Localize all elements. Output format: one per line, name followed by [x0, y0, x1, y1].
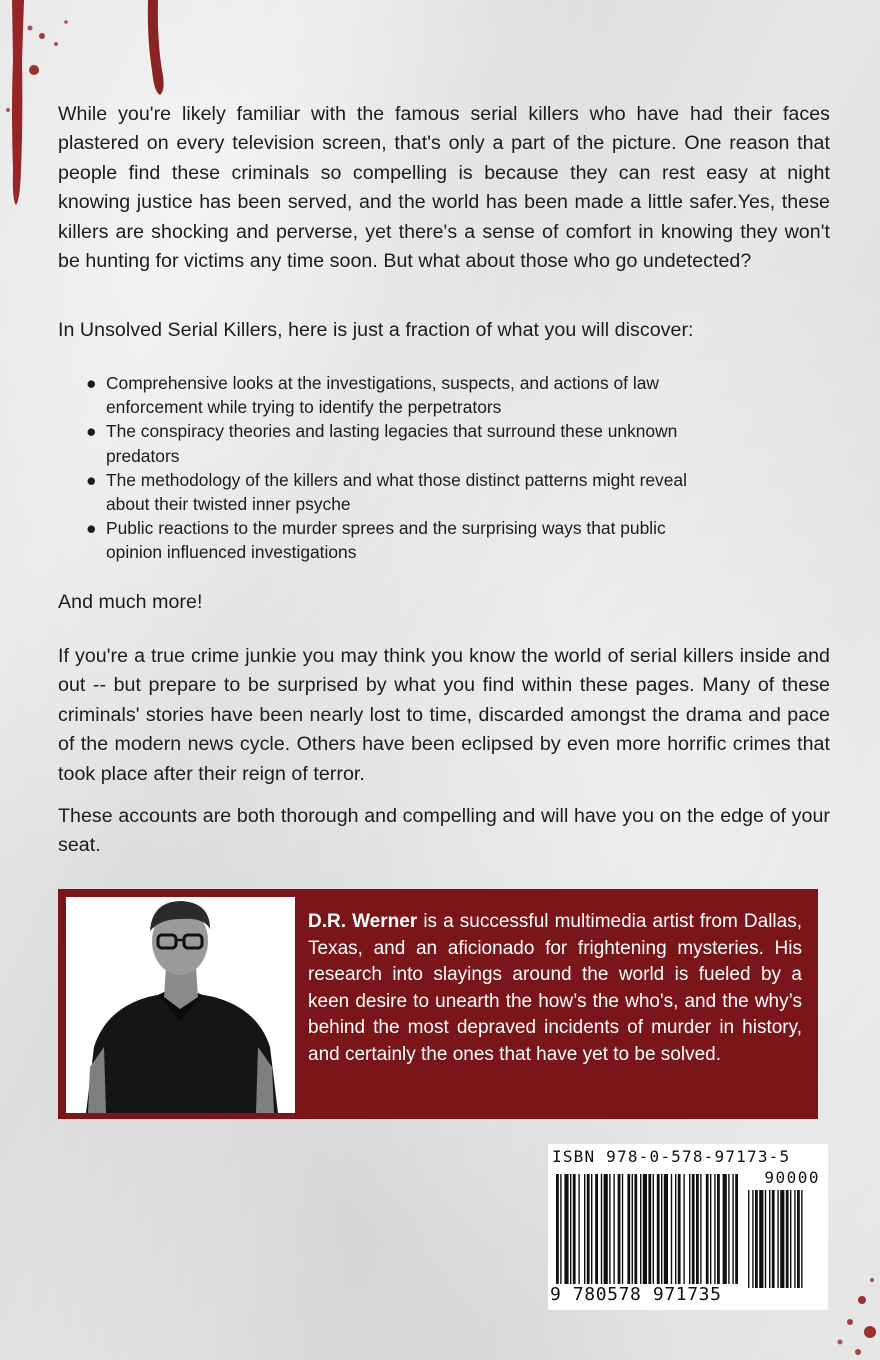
author-name: D.R. Werner	[308, 911, 418, 932]
barcode-bars-icon	[552, 1174, 824, 1288]
description-paragraph: While you're likely familiar with the famous serial killers who have had their faces plastered on every television screen, that's only a part of the picture. One reason that people find these criminals so compelling is because they can rest easy at night knowing justice has been served, and the world has been made a little safer.Yes, these killers are shocking and perverse, yet there's a sense of comfort in knowing they won't be hunting for victims any time soon. But what about those who go undetected?	[58, 103, 830, 273]
price-code: 90000	[764, 1168, 820, 1187]
barcode-bar	[595, 1174, 598, 1288]
author-bio-text	[308, 909, 802, 1068]
barcode-bar	[706, 1174, 709, 1288]
barcode-bar	[578, 1174, 579, 1288]
author-portrait-icon	[66, 897, 295, 1113]
bullet-icon: ●	[86, 518, 97, 539]
barcode-addon-bar	[797, 1190, 800, 1288]
barcode-bar	[618, 1174, 621, 1288]
bullet-icon: ●	[86, 421, 97, 442]
barcode-bar	[634, 1174, 637, 1288]
barcode-bar	[700, 1174, 701, 1288]
author-bio-body: is a successful multimedia artist from Dallas, Texas, and an aficionado for frightening mysteries. His research into slayings around the world is fueled by a keen desire to unearth the how’s the who's, and the why’s behind the most depraved incidents of murder in history, and certainly the ones that have yet to be solved.	[308, 911, 802, 1065]
barcode-bar	[627, 1174, 630, 1288]
barcode-bar	[601, 1174, 602, 1288]
barcode-bar	[671, 1174, 672, 1288]
barcode-addon-bar	[780, 1190, 784, 1288]
bullet-text: Comprehensive looks at the investigations, suspects, and actions of law enforcement while trying to identify the perpetrators	[106, 373, 659, 418]
barcode-addon-bar	[801, 1190, 802, 1288]
barcode-bar	[696, 1174, 699, 1288]
barcode-bar	[643, 1174, 647, 1288]
bullet-icon: ●	[86, 373, 97, 393]
barcode-bar	[689, 1174, 690, 1288]
barcode-bar	[678, 1174, 681, 1288]
barcode-bar	[573, 1174, 576, 1288]
barcode-addon-bar	[752, 1190, 753, 1288]
barcode-bar	[604, 1174, 608, 1288]
barcode-addon-bar	[765, 1190, 766, 1288]
barcode-bar	[732, 1174, 733, 1288]
barcode-bar	[560, 1174, 561, 1288]
barcode-addon-bar	[748, 1190, 749, 1288]
bullet-text: Public reactions to the murder sprees and the surprising ways that public opinion influenced investigations	[106, 518, 666, 563]
barcode-bar	[657, 1174, 660, 1288]
barcode-bar	[622, 1174, 623, 1288]
barcode-bar	[661, 1174, 662, 1288]
author-photo	[66, 897, 295, 1113]
barcode-addon-bar	[755, 1190, 758, 1288]
barcode-bar	[710, 1174, 711, 1288]
barcode-bar	[613, 1174, 614, 1288]
barcode-bar	[570, 1174, 571, 1288]
list-item	[86, 371, 726, 419]
barcode-bar	[609, 1174, 610, 1288]
barcode-bar	[735, 1174, 738, 1288]
bullet-icon: ●	[86, 469, 97, 490]
barcode-bar	[723, 1174, 727, 1288]
barcode-bar	[714, 1174, 715, 1288]
description-paragraph: These accounts are both thorough and compelling and will have you on the edge of your seat.	[58, 805, 830, 857]
description-paragraph: If you're a true crime junkie you may think you know the world of serial killers inside and out -- but prepare to be surprised by what you find within these pages. Many of these criminals' stories have been nearly lost to time, discarded amongst the drama and pace of the modern news cycle. Others have been eclipsed by even more horrific crimes that took place after their reign of terror.	[58, 645, 830, 785]
barcode-bar	[640, 1174, 641, 1288]
barcode-bar	[675, 1174, 676, 1288]
isbn-barcode	[548, 1144, 828, 1310]
barcode-bar	[728, 1174, 729, 1288]
author-bio-box	[58, 889, 818, 1119]
barcode-addon-bar	[777, 1190, 778, 1288]
barcode-bar	[717, 1174, 720, 1288]
bullet-text: The methodology of the killers and what those distinct patterns might reveal about their twisted inner psyche	[106, 469, 687, 515]
barcode-bar	[632, 1174, 633, 1288]
list-item	[86, 419, 726, 467]
barcode-bar	[564, 1174, 568, 1288]
barcode-addon-bar	[772, 1190, 775, 1288]
feature-bullet-list	[86, 371, 726, 565]
barcode-bar	[683, 1174, 684, 1288]
barcode-bar	[587, 1174, 590, 1288]
description-paragraph: And much more!	[58, 591, 203, 613]
isbn-label: ISBN 978-0-578-97173-5	[552, 1147, 791, 1166]
bullet-text: The conspiracy theories and lasting legacies that surround these unknown predators	[106, 421, 678, 466]
list-item	[86, 468, 726, 516]
barcode-addon-bar	[786, 1190, 789, 1288]
list-item	[86, 516, 726, 564]
barcode-addon-bar	[769, 1190, 770, 1288]
barcode-bar	[692, 1174, 695, 1288]
barcode-addon-bar	[790, 1190, 791, 1288]
barcode-bar	[584, 1174, 585, 1288]
barcode-bar	[664, 1174, 668, 1288]
barcode-bar	[591, 1174, 592, 1288]
barcode-addon-bar	[794, 1190, 795, 1288]
barcode-digits: 9 780578 971735	[550, 1284, 740, 1305]
barcode-bar	[648, 1174, 651, 1288]
barcode-addon-bar	[759, 1190, 763, 1288]
description-paragraph: In Unsolved Serial Killers, here is just a fraction of what you will discover:	[58, 319, 694, 341]
barcode-bar	[556, 1174, 559, 1288]
barcode-bar	[653, 1174, 654, 1288]
